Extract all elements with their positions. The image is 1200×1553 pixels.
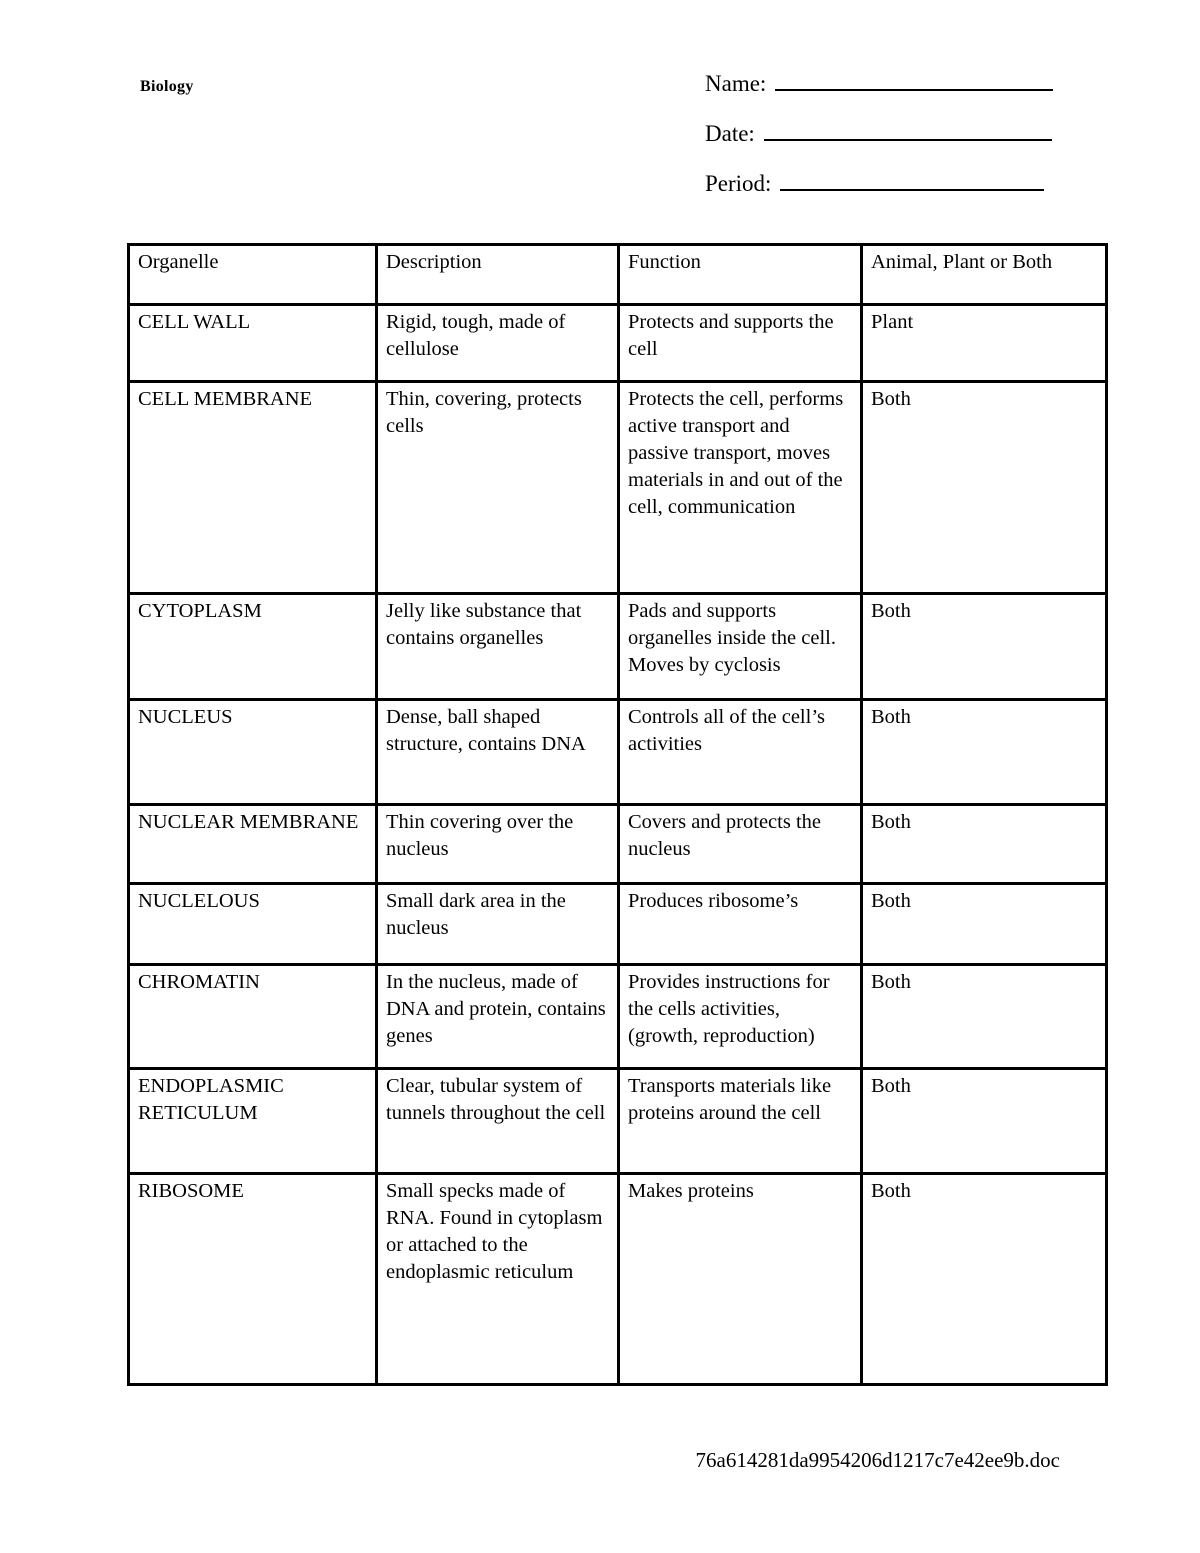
column-header-organelle: Organelle [129, 245, 377, 305]
table-row [129, 700, 1107, 805]
type-cell: Both [862, 1069, 1107, 1174]
type-cell: Both [862, 965, 1107, 1069]
description-cell: Small specks made of RNA. Found in cytoplasm or attached to the endoplasmic reticulum [377, 1174, 619, 1385]
period-label: Period: [705, 171, 772, 196]
organelle-cell: CYTOPLASM [129, 594, 377, 700]
organelle-cell: CELL MEMBRANE [129, 382, 377, 594]
description-cell: In the nucleus, made of DNA and protein, contains genes [377, 965, 619, 1069]
table-row [129, 1069, 1107, 1174]
function-cell: Provides instructions for the cells activities, (growth, reproduction) [619, 965, 862, 1069]
description-cell: Dense, ball shaped structure, contains DNA [377, 700, 619, 805]
function-cell: Makes proteins [619, 1174, 862, 1385]
organelle-cell: CELL WALL [129, 305, 377, 382]
type-cell: Both [862, 594, 1107, 700]
column-header-type: Animal, Plant or Both [862, 245, 1107, 305]
type-cell: Both [862, 884, 1107, 965]
date-field [705, 120, 1053, 170]
period-field [705, 170, 1053, 220]
description-cell: Small dark area in the nucleus [377, 884, 619, 965]
organelle-table [127, 243, 1108, 1386]
description-cell: Rigid, tough, made of cellulose [377, 305, 619, 382]
table-row [129, 965, 1107, 1069]
table-row [129, 1174, 1107, 1385]
description-cell: Clear, tubular system of tunnels throughout the cell [377, 1069, 619, 1174]
type-cell: Both [862, 805, 1107, 884]
column-header-description: Description [377, 245, 619, 305]
type-cell: Both [862, 382, 1107, 594]
table-row [129, 805, 1107, 884]
column-header-function: Function [619, 245, 862, 305]
description-cell: Thin, covering, protects cells [377, 382, 619, 594]
description-cell: Jelly like substance that contains organelles [377, 594, 619, 700]
date-label: Date: [705, 121, 755, 146]
organelle-cell: ENDOPLASMIC RETICULUM [129, 1069, 377, 1174]
student-id-fields [705, 70, 1053, 220]
table-row [129, 594, 1107, 700]
period-blank-line [780, 170, 1044, 191]
function-cell: Protects and supports the cell [619, 305, 862, 382]
function-cell: Covers and protects the nucleus [619, 805, 862, 884]
table-row [129, 382, 1107, 594]
table-row [129, 884, 1107, 965]
organelle-cell: NUCLEAR MEMBRANE [129, 805, 377, 884]
organelle-cell: NUCLEUS [129, 700, 377, 805]
document-filename: 76a614281da9954206d1217c7e42ee9b.doc [695, 1448, 1060, 1472]
organelle-cell: CHROMATIN [129, 965, 377, 1069]
name-field [705, 70, 1053, 120]
function-cell: Produces ribosome’s [619, 884, 862, 965]
date-blank-line [764, 120, 1052, 141]
organelle-cell: NUCLELOUS [129, 884, 377, 965]
type-cell: Both [862, 1174, 1107, 1385]
name-blank-line [775, 70, 1053, 91]
function-cell: Transports materials like proteins around the cell [619, 1069, 862, 1174]
table-row [129, 305, 1107, 382]
function-cell: Pads and supports organelles inside the cell. Moves by cyclosis [619, 594, 862, 700]
type-cell: Plant [862, 305, 1107, 382]
table-header-row [129, 245, 1107, 305]
function-cell: Controls all of the cell’s activities [619, 700, 862, 805]
function-cell: Protects the cell, performs active transport and passive transport, moves materials in and out of the cell, communication [619, 382, 862, 594]
description-cell: Thin covering over the nucleus [377, 805, 619, 884]
organelle-cell: RIBOSOME [129, 1174, 377, 1385]
name-label: Name: [705, 71, 767, 96]
course-label: Biology [140, 78, 194, 95]
type-cell: Both [862, 700, 1107, 805]
